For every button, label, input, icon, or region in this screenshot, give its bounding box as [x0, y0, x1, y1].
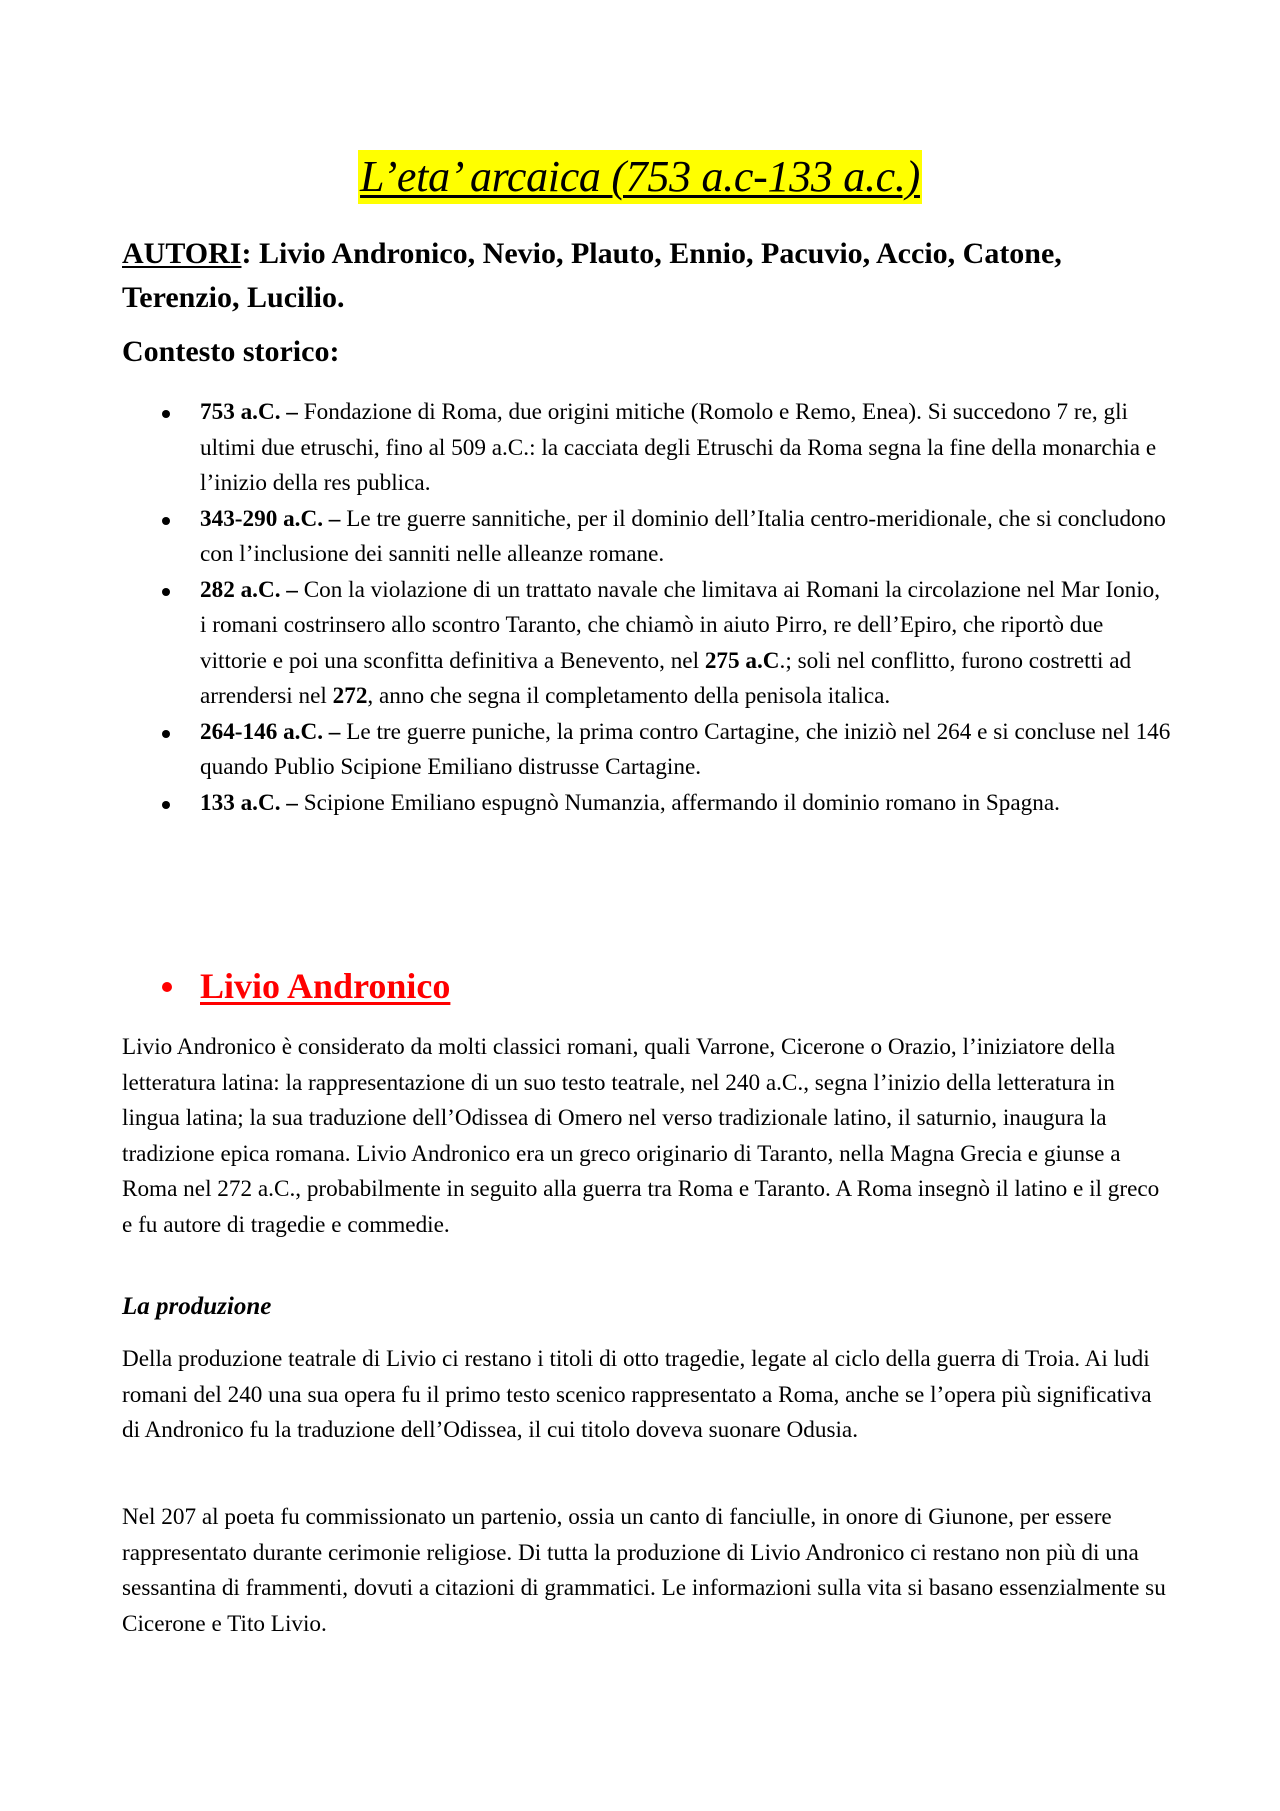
timeline-text: Scipione Emiliano espugnò Numanzia, affermando il dominio romano in Spagna. [297, 789, 1060, 816]
timeline-text: Le tre guerre sannitiche, per il dominio dell’Italia centro-meridionale, che si concludono con l’inclusione dei sanniti nelle alleanze romane. [200, 505, 1166, 567]
timeline-bold-date: 275 a.C [704, 647, 780, 674]
timeline-bold-date: 272 [332, 683, 368, 709]
timeline-list [122, 395, 1172, 821]
timeline-item [122, 502, 1172, 573]
bullet-icon [162, 730, 170, 738]
authors-list: Livio Andronico, Nevio, Plauto, Ennio, Pacuvio, Accio, Catone, Terenzio, Lucilio. [122, 237, 1062, 314]
timeline-date: 343-290 a.C. – [200, 505, 341, 532]
timeline-item [122, 395, 1172, 502]
timeline-item [122, 786, 1172, 822]
section-heading-text: Livio Andronico [200, 966, 451, 1006]
timeline-date: 133 a.C. – [200, 789, 298, 816]
title-container [122, 150, 1158, 204]
authors-line [122, 232, 1162, 320]
timeline-date: 753 a.C. – [200, 399, 298, 425]
timeline-text: .; soli nel conflitto, furono costretti ad arrendersi nel [200, 647, 1132, 709]
bullet-icon [162, 410, 170, 418]
bullet-icon [162, 517, 170, 525]
production-paragraph-1: Della produzione teatrale di Livio ci restano i titoli di otto tragedie, legate al ciclo della guerra di Troia. Ai ludi romani del 240 una sua opera fu il primo testo scenico rappresentato a Roma, anche se l’opera più significativa di Andronico fu la traduzione dell’Odissea, il cui titolo doveva suonare Odusia. [122, 1346, 1152, 1443]
timeline-date: 282 a.C. – [200, 576, 298, 603]
timeline-text: Fondazione di Roma, due origini mitiche (Romolo e Remo, Enea). Si succedono 7 re, gli ultimi due etruschi, fino al 509 a.C.: la cacciata degli Etruschi da Roma segna la fine della monarchia e l’inizio della res publica. [200, 399, 1157, 496]
timeline-text: Le tre guerre puniche, la prima contro Cartagine, che iniziò nel 264 e si concluse nel 146 quando Publio Scipione Emiliano distrusse Cartagine. [200, 718, 1171, 780]
production-paragraph-2: Nel 207 al poeta fu commissionato un partenio, ossia un canto di fanciulle, in onore di Giunone, per essere rappresentato durante cerimonie religiose. Di tutta la produzione di Livio Andronico ci restano non più di una sessantina di frammenti, dovuti a citazioni di grammatici. Le informazioni sulla vita si basano essenzialmente su Cicerone e Tito Livio. [122, 1504, 1166, 1637]
timeline-text: , anno che segna il completamento della penisola italica. [367, 683, 891, 709]
timeline-item [122, 573, 1172, 715]
authors-label: AUTORI [122, 237, 242, 270]
timeline-item [122, 715, 1172, 786]
section-intro-paragraph: Livio Andronico è considerato da molti classici romani, quali Varrone, Cicerone o Orazio, l’iniziatore della letteratura latina: la rappresentazione di un suo testo teatrale, nel 240 a.C., segna l’inizio della letteratura in lingua latina; la sua traduzione dell’Odissea di Omero nel verso tradizionale latino, il saturnio, inaugura la tradizione epica romana. Livio Andronico era un greco originario di Taranto, nella Magna Grecia e giunse a Roma nel 272 a.C., probabilmente in seguito alla guerra tra Roma e Taranto. A Roma insegnò il latino e il greco e fu autore di tragedie e commedie. [122, 1034, 1160, 1238]
section-heading [162, 964, 450, 1008]
bullet-icon [162, 982, 172, 992]
subsection-heading: La produzione [122, 1293, 272, 1320]
timeline-text: Con la violazione di un trattato navale che limitava ai Romani la circolazione nel Mar Ionio, i romani costrinsero allo scontro Taranto, che chiamò in aiuto Pirro, re dell’Epiro, che riportò due vittorie e poi una sconfitta definitiva a Benevento, nel [200, 576, 1161, 674]
timeline-date: 264-146 a.C. – [200, 718, 341, 745]
context-heading: Contesto storico: [122, 335, 340, 368]
bullet-icon [162, 801, 170, 809]
document-title: L’eta’ arcaica (753 a.c-133 a.c.) [358, 150, 922, 204]
authors-separator: : [241, 237, 259, 270]
bullet-icon [162, 588, 170, 596]
